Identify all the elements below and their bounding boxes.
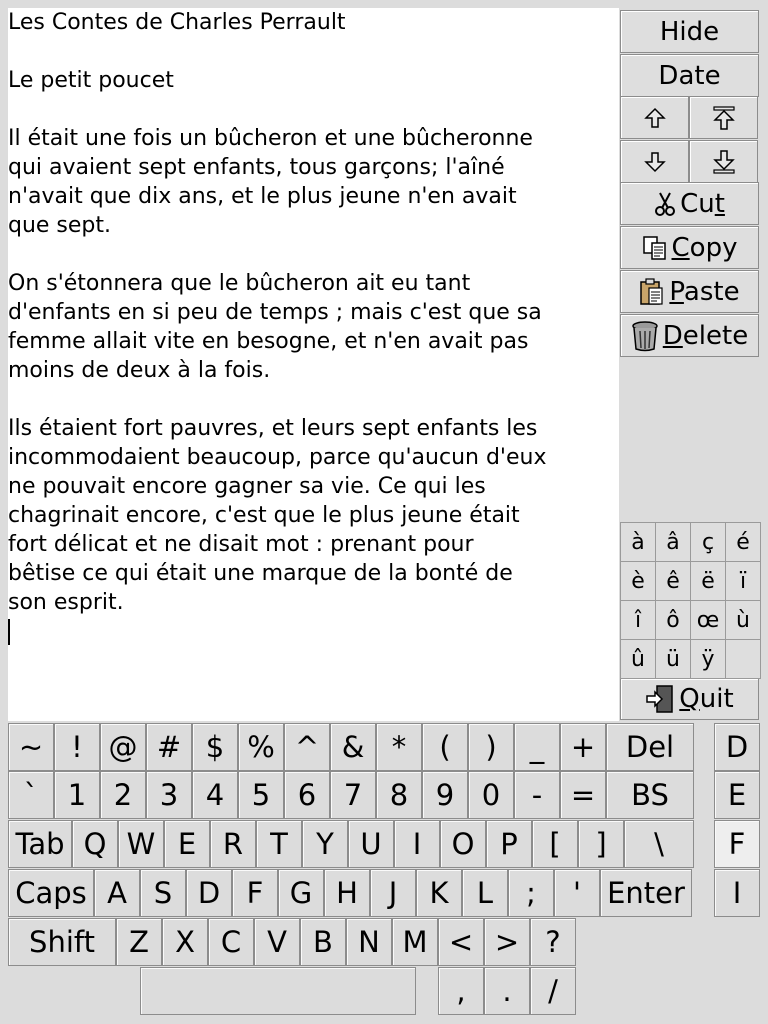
text-line: bêtise ce qui était une marque de la bonté de (8, 561, 513, 586)
key-f[interactable]: F (232, 869, 278, 917)
key-underscore[interactable]: _ (514, 723, 560, 771)
copy-icon (642, 235, 668, 261)
key-dollar[interactable]: $ (192, 723, 238, 771)
text-line: Il était une fois un bûcheron et une bûcheronne (8, 126, 533, 151)
scroll-down-button[interactable] (620, 140, 689, 183)
key-7[interactable]: 7 (330, 771, 376, 819)
accent-key[interactable]: à (620, 522, 656, 562)
clipboard-icon (639, 278, 665, 306)
key-percent[interactable]: % (238, 723, 284, 771)
key-at[interactable]: @ (100, 723, 146, 771)
key-s[interactable]: S (140, 869, 186, 917)
accent-key[interactable]: ê (655, 561, 691, 601)
hide-label: Hide (659, 16, 720, 47)
arrow-up-icon (643, 106, 667, 130)
key-r[interactable]: R (210, 820, 256, 868)
text-editor[interactable] (8, 8, 619, 721)
key-6[interactable]: 6 (284, 771, 330, 819)
paste-label: Paste (669, 276, 740, 307)
arrow-to-top-icon (711, 105, 737, 131)
text-line: chagrinait encore, c'est que le plus jeune était (8, 503, 520, 528)
key-caps[interactable]: Caps (8, 869, 94, 917)
arrow-to-bottom-icon (711, 149, 737, 175)
key-minus[interactable]: - (514, 771, 560, 819)
trash-can-icon (631, 320, 659, 352)
text-line: Le petit poucet (8, 68, 174, 93)
key-1[interactable]: 1 (54, 771, 100, 819)
key-d[interactable]: D (186, 869, 232, 917)
date-label: Date (658, 60, 721, 91)
delete-label: Delete (662, 320, 749, 351)
key-backtick[interactable]: ` (8, 771, 54, 819)
scroll-top-button[interactable] (689, 96, 758, 139)
key-k[interactable]: K (416, 869, 462, 917)
key-j[interactable]: J (370, 869, 416, 917)
key-lbracket[interactable]: [ (532, 820, 578, 868)
key-p[interactable]: P (486, 820, 532, 868)
key-4[interactable]: 4 (192, 771, 238, 819)
scroll-bottom-button[interactable] (689, 140, 758, 183)
text-line: femme allait vite en besogne, et n'en avait pas (8, 329, 529, 354)
key-a[interactable]: A (94, 869, 140, 917)
key-v[interactable]: V (254, 918, 300, 966)
key-d[interactable]: D (714, 723, 760, 771)
key-0[interactable]: 0 (468, 771, 514, 819)
accent-key[interactable]: ü (655, 639, 691, 679)
key-rbracket[interactable]: ] (578, 820, 624, 868)
key-space[interactable] (140, 967, 416, 1015)
date-button[interactable] (620, 54, 759, 97)
accent-key[interactable]: ë (690, 561, 726, 601)
key-2[interactable]: 2 (100, 771, 146, 819)
accent-key[interactable]: ù (725, 600, 761, 640)
key-period[interactable]: . (484, 967, 530, 1015)
copy-button[interactable] (620, 226, 759, 269)
quit-label: Quit (679, 684, 734, 714)
key-o[interactable]: O (440, 820, 486, 868)
key-hash[interactable]: # (146, 723, 192, 771)
quit-button[interactable] (620, 678, 759, 720)
text-line: Ils étaient fort pauvres, et leurs sept enfants les (8, 416, 538, 441)
key-e[interactable]: E (164, 820, 210, 868)
exit-door-icon (645, 684, 675, 714)
key-rparen[interactable]: ) (468, 723, 514, 771)
key-z[interactable]: Z (116, 918, 162, 966)
text-line: ne pouvait encore gagner sa vie. Ce qui les (8, 474, 486, 499)
key-x[interactable]: X (162, 918, 208, 966)
key-lparen[interactable]: ( (422, 723, 468, 771)
key-equals[interactable]: = (560, 771, 606, 819)
key-l[interactable]: L (462, 869, 508, 917)
text-line: qui avaient sept enfants, tous garçons; l'aîné (8, 155, 505, 180)
key-bs[interactable]: BS (606, 771, 694, 819)
key-w[interactable]: W (118, 820, 164, 868)
text-line: fort délicat et ne disait mot : prenant pour (8, 532, 474, 557)
key-shift[interactable]: Shift (8, 918, 116, 966)
accent-key[interactable]: è (620, 561, 656, 601)
key-8[interactable]: 8 (376, 771, 422, 819)
key-u[interactable]: U (348, 820, 394, 868)
accent-key[interactable]: ç (690, 522, 726, 562)
key-slash[interactable]: / (530, 967, 576, 1015)
copy-label: Copy (671, 232, 738, 263)
key-i[interactable]: I (714, 869, 760, 917)
text-line: Les Contes de Charles Perrault (8, 10, 346, 35)
key-y[interactable]: Y (302, 820, 348, 868)
key-backslash[interactable]: \ (624, 820, 694, 868)
key-tab[interactable]: Tab (8, 820, 72, 868)
key-e[interactable]: E (714, 771, 760, 819)
text-line: son esprit. (8, 590, 124, 615)
text-line: On s'étonnera que le bûcheron ait eu tant (8, 271, 471, 296)
key-g[interactable]: G (278, 869, 324, 917)
key-i[interactable]: I (394, 820, 440, 868)
key-c[interactable]: C (208, 918, 254, 966)
blank-line (8, 37, 619, 66)
key-enter[interactable]: Enter (600, 869, 692, 917)
key-5[interactable]: 5 (238, 771, 284, 819)
key-question[interactable]: ? (530, 918, 576, 966)
text-cursor (8, 619, 10, 645)
key-del[interactable]: Del (606, 723, 694, 771)
key-m[interactable]: M (392, 918, 438, 966)
accent-key[interactable]: œ (690, 600, 726, 640)
key-q[interactable]: Q (72, 820, 118, 868)
blank-line (8, 240, 619, 269)
key-3[interactable]: 3 (146, 771, 192, 819)
cut-button[interactable] (620, 182, 759, 225)
key-exclaim[interactable]: ! (54, 723, 100, 771)
key-asterisk[interactable]: * (376, 723, 422, 771)
key-less[interactable]: < (438, 918, 484, 966)
accent-key[interactable]: â (655, 522, 691, 562)
arrow-down-icon (643, 150, 667, 174)
key-n[interactable]: N (346, 918, 392, 966)
accent-key[interactable]: û (620, 639, 656, 679)
key-caret[interactable]: ^ (284, 723, 330, 771)
accent-key[interactable]: ô (655, 600, 691, 640)
blank-line (8, 95, 619, 124)
key-9[interactable]: 9 (422, 771, 468, 819)
blank-line (8, 385, 619, 414)
text-line: d'enfants en si peu de temps ; mais c'est que sa (8, 300, 542, 325)
accent-key[interactable]: ÿ (690, 639, 726, 679)
hide-button[interactable] (620, 10, 759, 53)
paste-button[interactable] (620, 270, 759, 313)
text-line: moins de deux à la fois. (8, 358, 271, 383)
key-h[interactable]: H (324, 869, 370, 917)
scissors-icon (654, 191, 676, 217)
key-semicolon[interactable]: ; (508, 869, 554, 917)
text-line: incommodaient beaucoup, parce qu'aucun d'eux (8, 445, 547, 470)
key-tilde[interactable]: ~ (8, 723, 54, 771)
cut-label: Cut (680, 188, 725, 219)
key-b[interactable]: B (300, 918, 346, 966)
accent-key[interactable]: é (725, 522, 761, 562)
key-f[interactable]: F (714, 820, 760, 868)
delete-button[interactable] (620, 314, 759, 357)
key-quote[interactable]: ' (554, 869, 600, 917)
key-plus[interactable]: + (560, 723, 606, 771)
accent-key[interactable]: ï (725, 561, 761, 601)
scroll-up-button[interactable] (620, 96, 689, 139)
accent-key-blank[interactable] (725, 639, 761, 679)
text-line: que sept. (8, 213, 112, 238)
text-line: n'avait que dix ans, et le plus jeune n'en avait (8, 184, 517, 209)
key-ampersand[interactable]: & (330, 723, 376, 771)
accent-key[interactable]: î (620, 600, 656, 640)
key-greater[interactable]: > (484, 918, 530, 966)
key-t[interactable]: T (256, 820, 302, 868)
key-comma[interactable]: , (438, 967, 484, 1015)
